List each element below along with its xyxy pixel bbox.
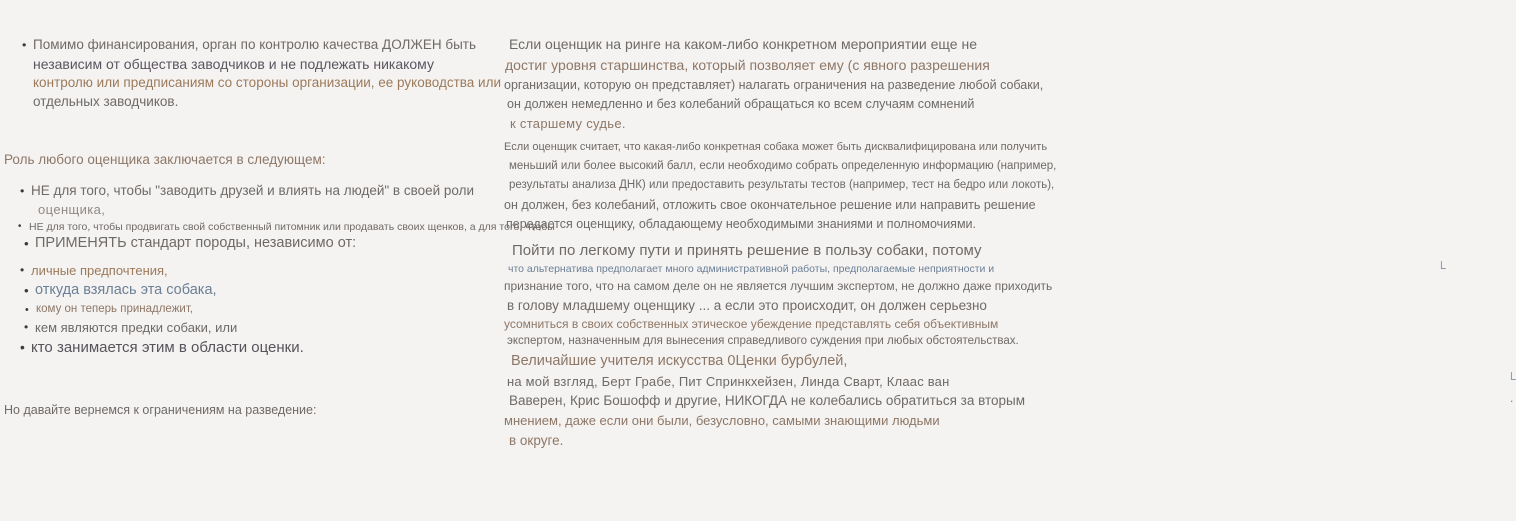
paragraph-line: Пойти по легкому пути и принять решение в пользу собаки, потому [512,242,982,259]
paragraph-line: Если оценщик считает, что какая-либо конкретная собака может быть дисквалифицирована или получить [504,141,1048,153]
paragraph-line: мнением, даже если они были, безусловно, самыми знающими людьми [504,413,940,428]
paragraph-line: организации, которую он представляет) налагать ограничения на разведение любой собаки, [504,78,1044,92]
list-item: • кто занимается этим в области оценки. [31,340,304,355]
paragraph-line: результаты анализа ДНК) или предоставить результаты тестов (например, тест на бедро или локоть), [509,179,1055,191]
list-item-continuation: оценщика, [38,202,106,217]
paragraph-line: в округе. [509,433,564,448]
list-item: • Помимо финансирования, орган по контролю качества ДОЛЖЕН быть [33,38,476,52]
paragraph-line: в голову младшему оценщику ... а если это происходит, он должен серьезно [507,298,987,313]
list-item: • ПРИМЕНЯТЬ стандарт породы, независимо от: [35,236,356,251]
paragraph-line: Если оценщик на ринге на каком-либо конкретном мероприятии еще не [509,36,977,52]
scan-edge-artifact: └ [1437,261,1446,275]
closing-paragraph: Но давайте вернемся к ограничениям на разведение: [4,403,317,417]
list-item: • НЕ для того, чтобы продвигать свой собственный питомник или продавать своих щенков, а для того, чтобы [29,222,555,233]
list-item: • НЕ для того, чтобы "заводить друзей и влиять на людей" в своей роли [31,184,474,198]
paragraph-line: Величайшие учителя искусства 0Ценки бурбулей, [511,353,848,369]
list-item: • откуда взялась эта собака, [35,283,217,298]
scan-edge-artifact: └ [1507,372,1516,386]
scan-edge-artifact: . [1510,391,1514,405]
paragraph-line: что альтернатива предполагает много административной работы, предполагаемые неприятности и [508,263,995,275]
paragraph-line: усомниться в своих собственных этическое убеждение представлять себя объективным [504,317,999,331]
paragraph-line: достиг уровня старшинства, который позволяет ему (с явного разрешения [505,57,990,73]
paragraph-line: он должен, без колебаний, отложить свое окончательное решение или направить решение [504,198,1036,212]
paragraph-line: передается оценщику, обладающему необходимыми знаниями и полномочиями. [506,217,976,231]
paragraph-line: он должен немедленно и без колебаний обращаться ко всем случаям сомнений [507,97,975,111]
paragraph-line: Ваверен, Крис Бошофф и другие, НИКОГДА не колебались обратиться за вторым [509,393,1025,408]
list-item: • личные предпочтения, [31,264,168,277]
list-item-continuation: контролю или предписаниям со стороны организации, ее руководства или [33,75,501,90]
paragraph-line: признание того, что на самом деле он не является лучшим экспертом, не должно даже приходить [504,279,1053,293]
list-item-continuation: независим от общества заводчиков и не подлежать никакому [33,56,434,72]
paragraph-line: к старшему судье. [510,116,626,131]
paragraph-line: меньший или более высокий балл, если необходимо собрать определенную информацию (например, [509,160,1057,172]
list-item: • кем являются предки собаки, или [35,321,237,334]
list-item: • кому он теперь принадлежит, [36,304,193,316]
paragraph-line: экспертом, назначенным для вынесения справедливого суждения при любых обстоятельствах. [507,335,1019,347]
section-heading: Роль любого оценщика заключается в следующем: [4,152,326,167]
paragraph-line: на мой взгляд, Берт Грабе, Пит Спринкхейзен, Линда Сварт, Клаас ван [507,374,950,389]
list-item-continuation: отдельных заводчиков. [33,94,179,109]
